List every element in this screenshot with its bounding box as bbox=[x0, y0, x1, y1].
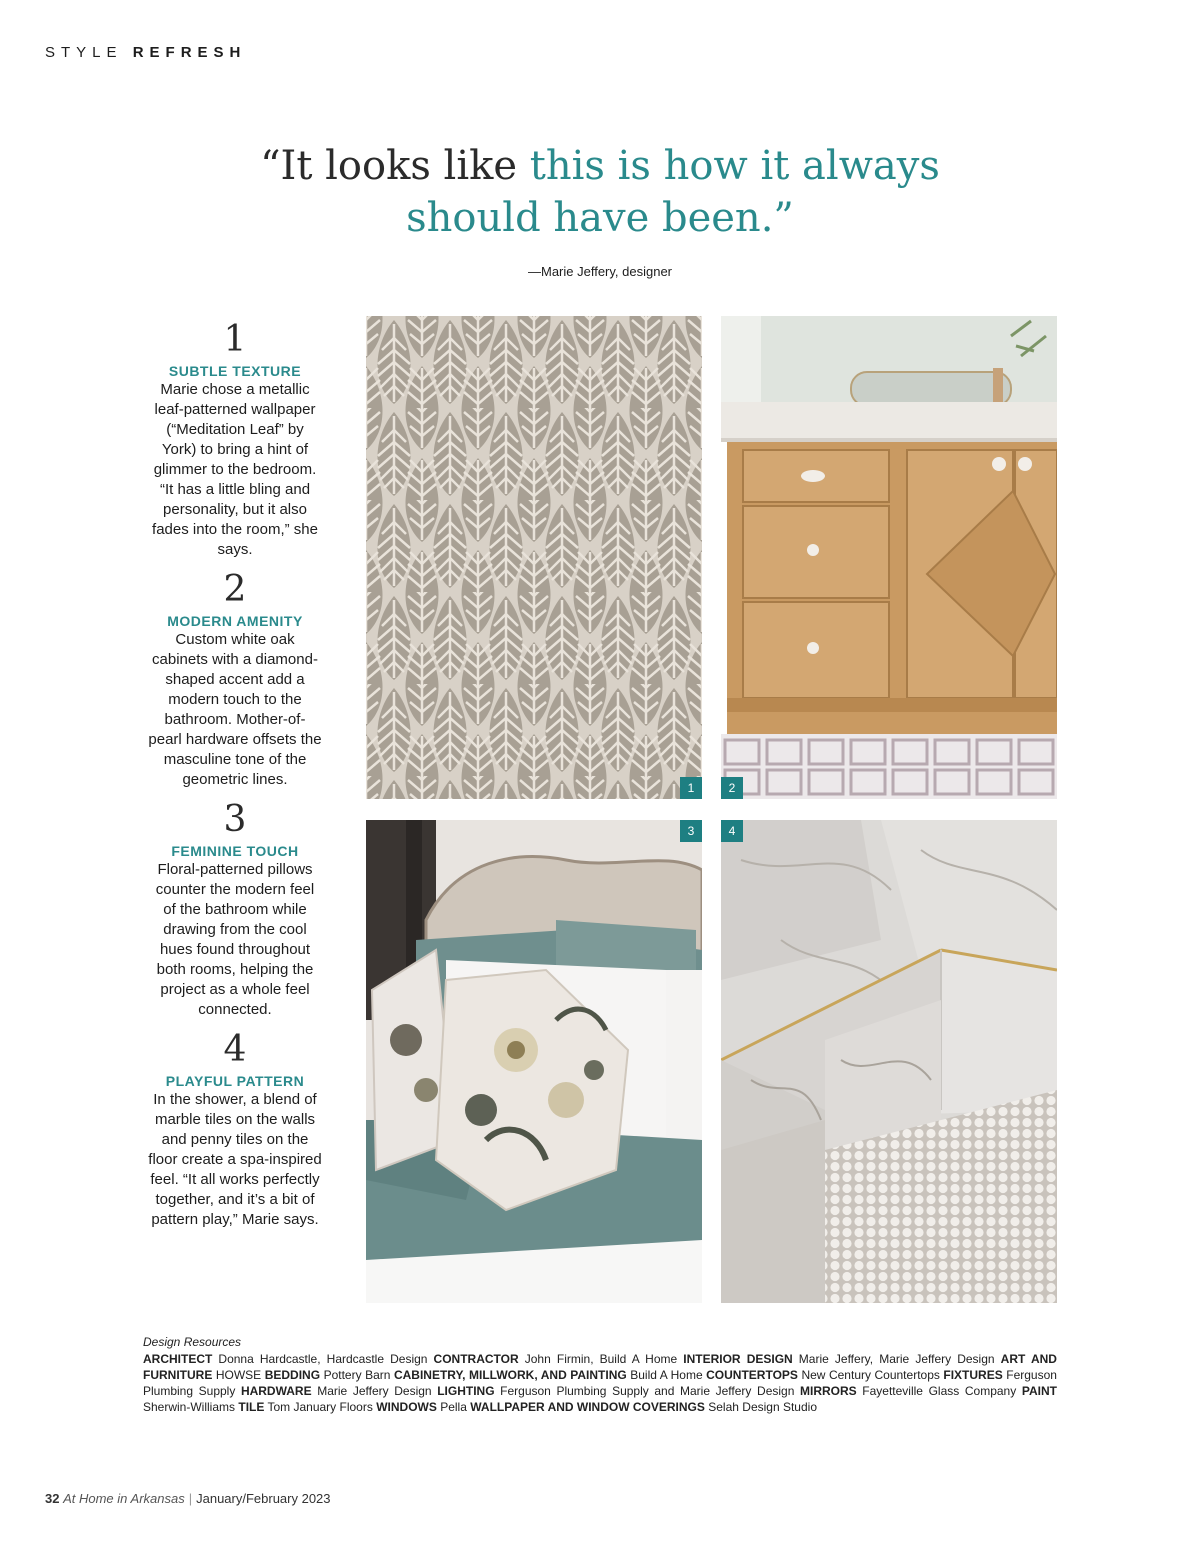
photo-leaf-wallpaper bbox=[366, 316, 702, 799]
resource-value: Pella bbox=[440, 1400, 467, 1414]
resource-role: CONTRACTOR bbox=[433, 1352, 519, 1366]
item-heading: PLAYFUL PATTERN bbox=[165, 1073, 305, 1089]
resource-value: Marie Jeffery, Marie Jeffery Design bbox=[798, 1352, 995, 1366]
resource-value: Fayetteville Glass Company bbox=[862, 1384, 1017, 1398]
photo-badge-1: 1 bbox=[680, 777, 702, 799]
resource-role: ARCHITECT bbox=[143, 1352, 213, 1366]
resource-value: Tom January Floors bbox=[267, 1400, 373, 1414]
resource-value: Marie Jeffery Design bbox=[317, 1384, 432, 1398]
quote-part1: “It looks like bbox=[260, 143, 530, 189]
item-heading: SUBTLE TEXTURE bbox=[168, 363, 302, 379]
resource-role: LIGHTING bbox=[437, 1384, 495, 1398]
resource-role: BEDDING bbox=[264, 1368, 321, 1382]
item-heading: MODERN AMENITY bbox=[167, 613, 303, 629]
item-number: 2 bbox=[223, 569, 247, 610]
resource-role: INTERIOR DESIGN bbox=[683, 1352, 793, 1366]
resource-value: Selah Design Studio bbox=[708, 1400, 817, 1414]
item-text: In the shower, a blend of marble tiles on the walls and penny tiles on the floor create a spa-inspired feel. “It all works perfectly together, and it’s a bit of pattern play,” Marie says. bbox=[148, 1091, 322, 1228]
issue-date: January/February 2023 bbox=[196, 1491, 331, 1506]
photo-marble-shower bbox=[721, 820, 1057, 1303]
resource-value: Ferguson Plumbing Supply bbox=[143, 1368, 1057, 1398]
sidebar-item-3 bbox=[148, 800, 322, 1020]
resource-role: CABINETRY, MILLWORK, AND PAINTING bbox=[393, 1368, 627, 1382]
photo-badge-4: 4 bbox=[721, 820, 743, 842]
resource-role: HARDWARE bbox=[240, 1384, 312, 1398]
resource-role: WALLPAPER AND WINDOW COVERINGS bbox=[470, 1400, 705, 1414]
photo-bed-pillows bbox=[366, 820, 702, 1303]
footer-separator: | bbox=[188, 1491, 193, 1506]
resource-value: Donna Hardcastle, Hardcastle Design bbox=[218, 1352, 428, 1366]
leaf-wallpaper-image bbox=[366, 316, 702, 799]
item-number: 4 bbox=[223, 1029, 247, 1070]
resource-value: Sherwin-Williams bbox=[143, 1400, 236, 1414]
sidebar-item-2 bbox=[148, 570, 322, 790]
resource-role: COUNTERTOPS bbox=[706, 1368, 798, 1382]
oak-vanity-image bbox=[721, 316, 1057, 799]
resource-role: FIXTURES bbox=[943, 1368, 1003, 1382]
sidebar-item-1 bbox=[148, 320, 322, 560]
photo-badge-2: 2 bbox=[721, 777, 743, 799]
item-heading: FEMININE TOUCH bbox=[171, 843, 299, 859]
resource-role: TILE bbox=[238, 1400, 265, 1414]
quote-attribution: —Marie Jeffery, designer bbox=[527, 264, 673, 279]
kicker-style: STYLE bbox=[45, 44, 123, 61]
bed-pillows-image bbox=[366, 820, 702, 1303]
design-resources bbox=[143, 1334, 1057, 1415]
photo-badge-3: 3 bbox=[680, 820, 702, 842]
resource-value: HOWSE bbox=[215, 1368, 262, 1382]
page-footer bbox=[45, 1491, 331, 1506]
item-text: Custom white oak cabinets with a diamond-shaped accent add a modern touch to the bathroom. Mother-of-pearl hardware offsets the masculine tone of the geometric lines. bbox=[148, 631, 322, 788]
resource-value: Ferguson Plumbing Supply and Marie Jeffery Design bbox=[500, 1384, 795, 1398]
marble-shower-image bbox=[721, 820, 1057, 1303]
page-number: 32 bbox=[45, 1491, 60, 1506]
quote-part2: this is how it always bbox=[529, 143, 940, 189]
photo-oak-vanity bbox=[721, 316, 1057, 799]
magazine-name: At Home in Arkansas bbox=[63, 1491, 185, 1506]
resource-value: New Century Countertops bbox=[801, 1368, 940, 1382]
resource-role: MIRRORS bbox=[800, 1384, 857, 1398]
resource-value: Pottery Barn bbox=[323, 1368, 391, 1382]
sidebar-item-4 bbox=[148, 1030, 322, 1230]
quote-part3: should have been.” bbox=[406, 195, 794, 241]
resource-value: Build A Home bbox=[630, 1368, 703, 1382]
resource-role: WINDOWS bbox=[376, 1400, 437, 1414]
resource-role: PAINT bbox=[1021, 1384, 1057, 1398]
item-text: Floral-patterned pillows counter the modern feel of the bathroom while drawing from the cool hues found throughout both rooms, helping the project as a whole feel connected. bbox=[155, 861, 315, 1018]
resources-label: Design Resources bbox=[143, 1335, 242, 1349]
item-text: Marie chose a metallic leaf-patterned wallpaper (“Meditation Leaf” by York) to bring a hint of glimmer to the bedroom. “It has a little bling and personality, but it also fades into the room,” she says. bbox=[152, 381, 318, 558]
kicker-refresh: REFRESH bbox=[132, 44, 247, 61]
pull-quote bbox=[200, 140, 1000, 244]
item-number: 3 bbox=[223, 799, 247, 840]
numbered-sidebar bbox=[148, 320, 322, 1240]
item-number: 1 bbox=[223, 319, 247, 360]
resource-value: John Firmin, Build A Home bbox=[524, 1352, 678, 1366]
section-kicker bbox=[45, 44, 246, 61]
resource-role: ART AND FURNITURE bbox=[143, 1352, 1057, 1382]
